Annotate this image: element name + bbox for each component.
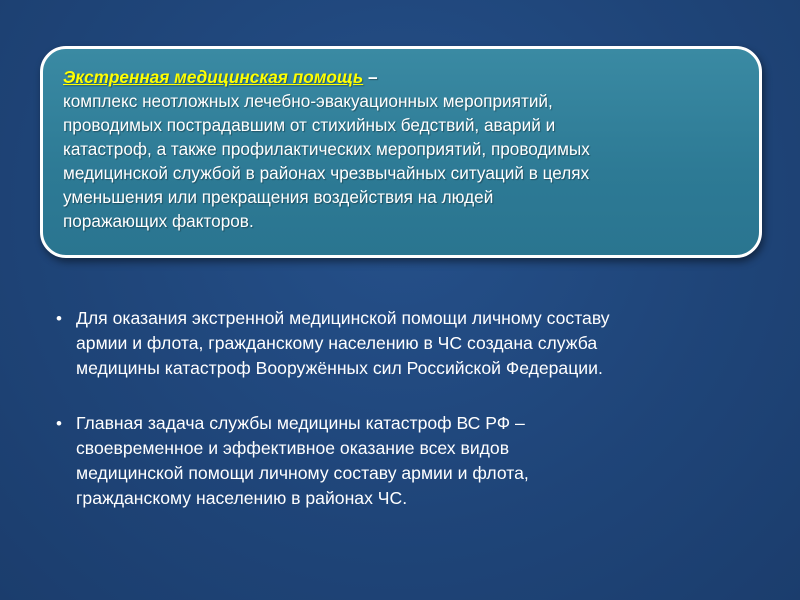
definition-line: катастроф, а также профилактических мероприятий, проводимых xyxy=(63,139,590,159)
bullet-list xyxy=(50,306,770,541)
definition-line: уменьшения или прекращения воздействия на людей xyxy=(63,187,494,207)
definition-box xyxy=(40,46,762,258)
bullet-line: гражданскому населению в районах ЧС. xyxy=(76,488,408,508)
bullet-item xyxy=(50,306,770,381)
definition-heading-line xyxy=(63,65,741,89)
bullet-line: Главная задача службы медицины катастроф ВС РФ – xyxy=(76,413,525,433)
bullet-line: Для оказания экстренной медицинской помощи личному составу xyxy=(76,308,610,328)
bullet-dot-icon: • xyxy=(56,309,62,328)
definition-line: комплекс неотложных лечебно-эвакуационных мероприятий, xyxy=(63,91,553,111)
bullet-dot-icon: • xyxy=(56,414,62,433)
bullet-line: медицинской помощи личному составу армии и флота, xyxy=(76,463,529,483)
bullet-line: армии и флота, гражданскому населению в ЧС создана служба xyxy=(76,333,598,353)
bullet-line: своевременное и эффективное оказание всех видов xyxy=(76,438,510,458)
definition-dash: – xyxy=(363,67,378,87)
bullet-item xyxy=(50,411,770,511)
definition-term: Экстренная медицинская помощь xyxy=(63,67,364,87)
definition-line: проводимых пострадавшим от стихийных бедствий, аварий и xyxy=(63,115,556,135)
bullet-line: медицины катастроф Вооружённых сил Российской Федерации. xyxy=(76,358,603,378)
definition-line: поражающих факторов. xyxy=(63,211,254,231)
definition-line: медицинской службой в районах чрезвычайных ситуаций в целях xyxy=(63,163,590,183)
